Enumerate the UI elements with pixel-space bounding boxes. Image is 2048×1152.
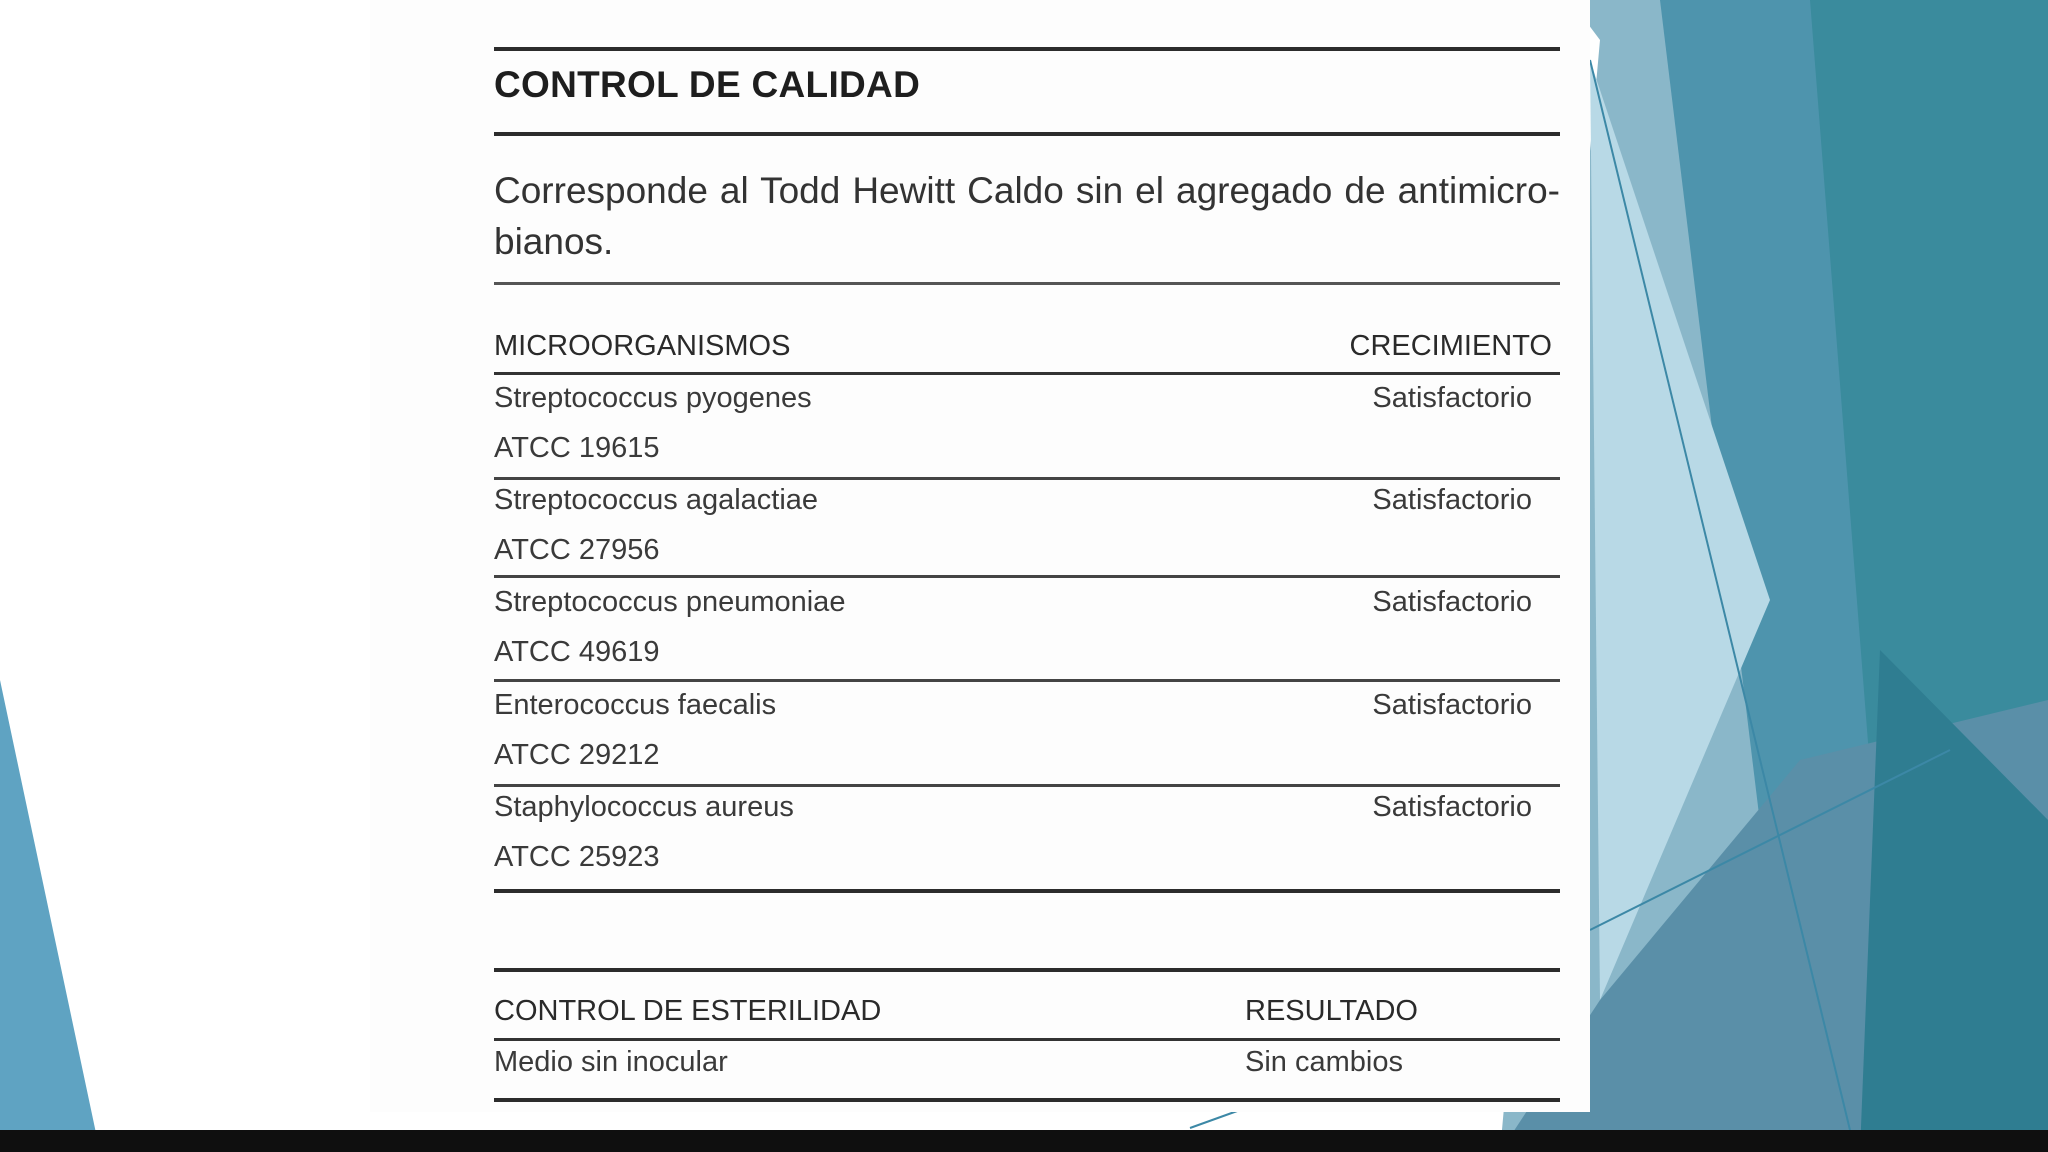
column-header-result: RESULTADO — [1245, 995, 1418, 1027]
organism-name: Staphylococcus aureus — [494, 791, 794, 823]
growth-result: Satisfactorio — [1372, 382, 1532, 414]
growth-result: Satisfactorio — [1372, 484, 1532, 516]
rule-header — [494, 372, 1560, 375]
organism-name: Streptococcus pyogenes — [494, 382, 812, 414]
document-page — [370, 0, 1590, 1112]
growth-result: Satisfactorio — [1372, 586, 1532, 618]
column-header-sterility: CONTROL DE ESTERILIDAD — [494, 995, 882, 1027]
page-title: CONTROL DE CALIDAD — [494, 64, 921, 105]
row-divider — [494, 679, 1560, 682]
rule-sterility-header — [494, 1038, 1560, 1041]
strain-id: ATCC 19615 — [494, 432, 660, 464]
row-divider — [494, 477, 1560, 480]
sterility-result: Sin cambios — [1245, 1046, 1403, 1078]
row-divider — [494, 784, 1560, 787]
strain-id: ATCC 27956 — [494, 534, 660, 566]
growth-result: Satisfactorio — [1372, 791, 1532, 823]
column-header-microorganisms: MICROORGANISMOS — [494, 330, 791, 362]
rule-intro-bottom — [494, 282, 1560, 285]
strain-id: ATCC 25923 — [494, 841, 660, 873]
sterility-control: Medio sin inocular — [494, 1046, 728, 1078]
rule-table-bottom — [494, 889, 1560, 893]
rule-top — [494, 47, 1560, 51]
column-header-growth: CRECIMIENTO — [1349, 330, 1552, 362]
bottom-black-bar — [0, 1130, 2048, 1152]
intro-line-2: bianos. — [494, 221, 614, 262]
strain-id: ATCC 49619 — [494, 636, 660, 668]
strain-id: ATCC 29212 — [494, 739, 660, 771]
rule-title-bottom — [494, 132, 1560, 136]
rule-sterility-bottom — [494, 1098, 1560, 1102]
intro-line-1: Corresponde al Todd Hewitt Caldo sin el agregado de antimicro- — [494, 170, 1560, 211]
organism-name: Streptococcus agalactiae — [494, 484, 819, 516]
growth-result: Satisfactorio — [1372, 689, 1532, 721]
row-divider — [494, 575, 1560, 578]
organism-name: Streptococcus pneumoniae — [494, 586, 846, 618]
organism-name: Enterococcus faecalis — [494, 689, 777, 721]
rule-sterility-top — [494, 968, 1560, 972]
